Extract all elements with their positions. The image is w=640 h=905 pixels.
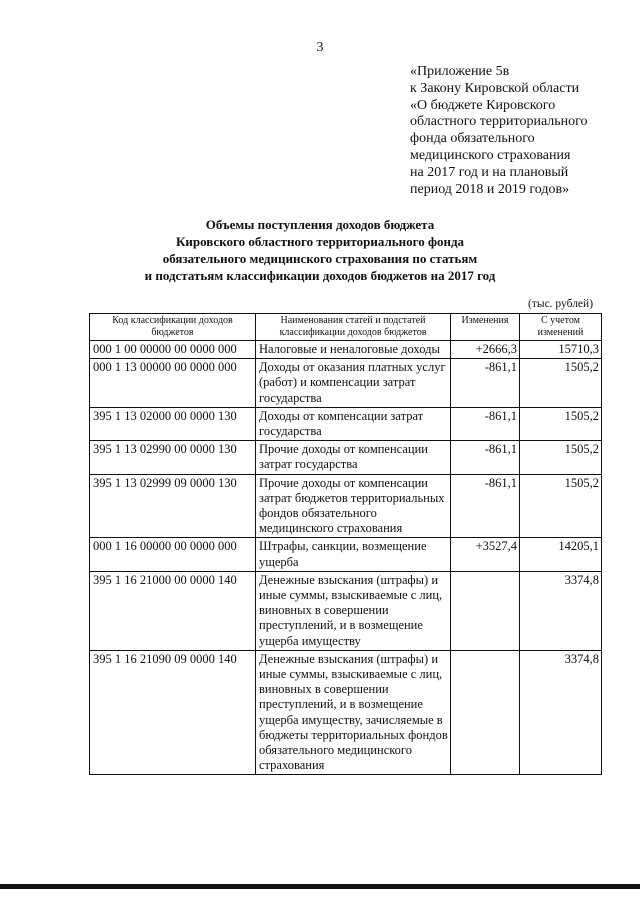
table-row: [90, 474, 602, 538]
appendix-line: период 2018 и 2019 годов»: [410, 181, 570, 197]
cell-name: Прочие доходы от компенсации затрат бюджетов территориальных фондов обязательного медицинского страхования: [256, 474, 451, 538]
cell-total: 1505,2: [520, 474, 602, 538]
table-row: [90, 441, 602, 474]
page-number: 3: [316, 40, 324, 55]
title-line: Объемы поступления доходов бюджета: [205, 217, 435, 232]
header-total: С учетом изменений: [520, 314, 602, 341]
title-line: Кировского областного территориального фонда: [175, 234, 465, 249]
cell-name: Штрафы, санкции, возмещение ущерба: [256, 538, 451, 571]
cell-name: Прочие доходы от компенсации затрат государства: [256, 441, 451, 474]
cell-name: Денежные взыскания (штрафы) и иные суммы, взыскиваемые с лиц, виновных в совершении преступлений, и в возмещение ущерба имуществу: [256, 571, 451, 650]
header-change: Изменения: [451, 314, 520, 341]
title-line: обязательного медицинского страхования по статьям: [162, 251, 478, 266]
table-row: [90, 571, 602, 650]
cell-total: 1505,2: [520, 407, 602, 440]
header-code: Код классификации доходов бюджетов: [90, 314, 256, 341]
cell-total: 1505,2: [520, 359, 602, 408]
cell-total: 15710,3: [520, 341, 602, 359]
appendix-line: фонда обязательного: [410, 131, 535, 147]
cell-change: -861,1: [451, 359, 520, 408]
cell-total: 14205,1: [520, 538, 602, 571]
cell-code: 395 1 13 02990 00 0000 130: [90, 441, 256, 474]
cell-change: -861,1: [451, 407, 520, 440]
cell-change: -861,1: [451, 474, 520, 538]
table-header-row: [90, 314, 602, 341]
table-row: [90, 407, 602, 440]
cell-code: 000 1 00 00000 00 0000 000: [90, 341, 256, 359]
cell-code: 395 1 16 21090 09 0000 140: [90, 650, 256, 775]
cell-code: 395 1 16 21000 00 0000 140: [90, 571, 256, 650]
cell-code: 000 1 16 00000 00 0000 000: [90, 538, 256, 571]
appendix-line: на 2017 год и на плановый: [410, 164, 569, 180]
cell-code: 395 1 13 02999 09 0000 130: [90, 474, 256, 538]
appendix-reference: [410, 64, 588, 198]
appendix-line: медицинского страхования: [410, 147, 571, 163]
cell-code: 395 1 13 02000 00 0000 130: [90, 407, 256, 440]
cell-name: Доходы от компенсации затрат государства: [256, 407, 451, 440]
table-row: [90, 650, 602, 775]
cell-change: [451, 571, 520, 650]
cell-name: Налоговые и неналоговые доходы: [256, 341, 451, 359]
cell-total: 3374,8: [520, 650, 602, 775]
appendix-line: к Закону Кировской области: [410, 80, 580, 96]
revenue-table: [89, 313, 602, 775]
cell-change: [451, 650, 520, 775]
cell-name: Денежные взыскания (штрафы) и иные суммы, взыскиваемые с лиц, виновных в совершении преступлений, и в возмещение ущерба имуществу, зачисляемые в бюджеты территориальных фондов обязательного медицинского страхования: [256, 650, 451, 775]
document-title: [0, 216, 640, 284]
bottom-rule: [0, 884, 640, 889]
header-name: Наименования статей и подстатей классификации доходов бюджетов: [256, 314, 451, 341]
table-row: [90, 341, 602, 359]
cell-total: 1505,2: [520, 441, 602, 474]
unit-label: (тыс. рублей): [528, 298, 594, 310]
title-line: и подстатьям классификации доходов бюджетов на 2017 год: [144, 268, 496, 283]
appendix-line: областного территориального: [410, 114, 588, 130]
cell-change: +2666,3: [451, 341, 520, 359]
table-row: [90, 359, 602, 408]
appendix-line: «О бюджете Кировского: [410, 97, 556, 113]
appendix-line: «Приложение 5в: [410, 64, 510, 79]
cell-code: 000 1 13 00000 00 0000 000: [90, 359, 256, 408]
cell-total: 3374,8: [520, 571, 602, 650]
table-row: [90, 538, 602, 571]
cell-change: +3527,4: [451, 538, 520, 571]
cell-change: -861,1: [451, 441, 520, 474]
cell-name: Доходы от оказания платных услуг (работ) и компенсации затрат государства: [256, 359, 451, 408]
